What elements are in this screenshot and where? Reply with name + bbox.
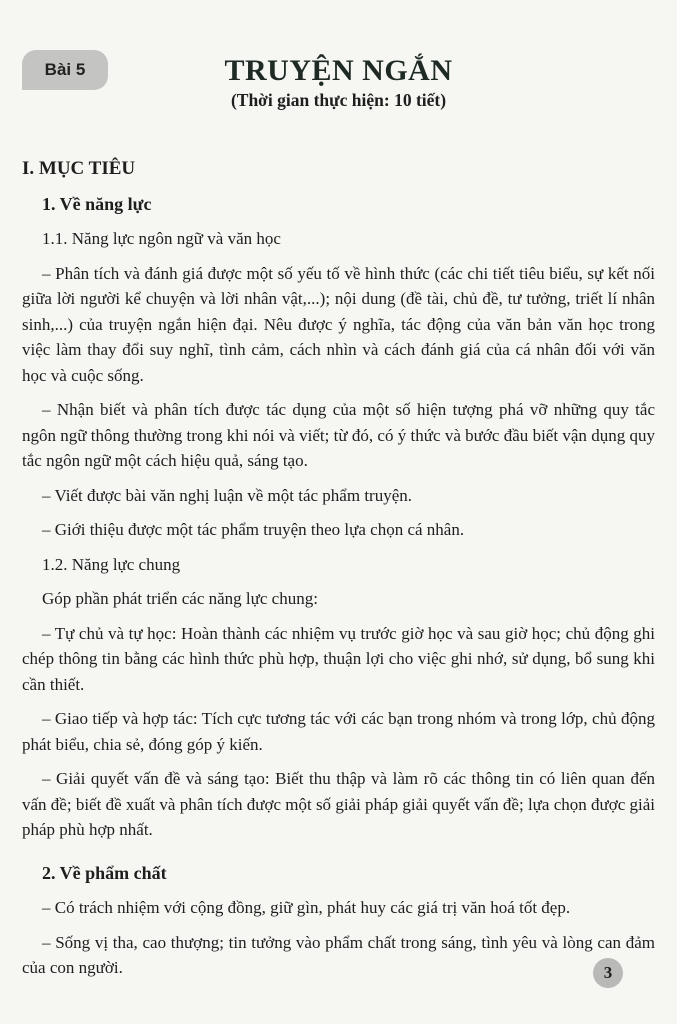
paragraph: – Phân tích và đánh giá được một số yếu tố về hình thức (các chi tiết tiêu biểu, sự kết nối giữa lời người kể chuyện và lời nhân vật,...); nội dung (đề tài, chủ đề, tư tưởng, triết lí nhân sinh,...) của truyện ngắn hiện đại. Nêu được ý nghĩa, tác động của văn bản văn học trong việc làm thay đổi suy nghĩ, tình cảm, cách nhìn và cách đánh giá của cá nhân đối với văn học và cuộc sống. xyxy=(22,263,655,385)
page-subtitle: (Thời gian thực hiện: 10 tiết) xyxy=(230,90,447,110)
subsubsection-heading-general: 1.2. Năng lực chung xyxy=(42,554,181,574)
document-body xyxy=(22,156,655,990)
subsection-heading-competence: 1. Về năng lực xyxy=(42,193,152,214)
paragraph: – Giao tiếp và hợp tác: Tích cực tương tác với các bạn trong nhóm và trong lớp, chủ động phát biểu, chia sẻ, đóng góp ý kiến. xyxy=(22,709,655,754)
paragraph: – Viết được bài văn nghị luận về một tác phẩm truyện. xyxy=(42,485,412,505)
subsection-heading-qualities: 2. Về phẩm chất xyxy=(42,862,167,883)
paragraph: – Nhận biết và phân tích được tác dụng của một số hiện tượng phá vỡ những quy tắc ngôn ngữ thông thường trong khi nói và viết; từ đó, có ý thức và bước đầu biết vận dụng quy tắc ngôn ngữ một cách hiệu quả, sáng tạo. xyxy=(22,400,655,470)
paragraph: – Sống vị tha, cao thượng; tin tưởng vào phẩm chất trong sáng, tình yêu và lòng can đảm của con người. xyxy=(22,932,655,977)
paragraph: – Tự chủ và tự học: Hoàn thành các nhiệm vụ trước giờ học và sau giờ học; chủ động ghi chép thông tin bằng các hình thức phù hợp, thuận lợi cho việc ghi nhớ, sử dụng, bổ sung khi cần thiết. xyxy=(22,623,655,694)
paragraph: – Giới thiệu được một tác phẩm truyện theo lựa chọn cá nhân. xyxy=(42,520,465,539)
section-heading: I. MỤC TIÊU xyxy=(22,158,136,179)
page-title: TRUYỆN NGẮN xyxy=(224,54,453,87)
paragraph: Góp phần phát triển các năng lực chung: xyxy=(42,589,318,608)
lesson-badge: Bài 5 xyxy=(22,50,108,90)
paragraph: – Giải quyết vấn đề và sáng tạo: Biết thu thập và làm rõ các thông tin có liên quan đến vấn đề; biết đề xuất và phân tích được một số giải pháp giải quyết vấn đề; lựa chọn được giải pháp phù hợp nhất. xyxy=(22,769,655,839)
page-number: 3 xyxy=(593,958,623,988)
paragraph: – Có trách nhiệm với cộng đồng, giữ gìn, phát huy các giá trị văn hoá tốt đẹp. xyxy=(42,898,571,917)
subsubsection-heading-language: 1.1. Năng lực ngôn ngữ và văn học xyxy=(42,229,281,248)
